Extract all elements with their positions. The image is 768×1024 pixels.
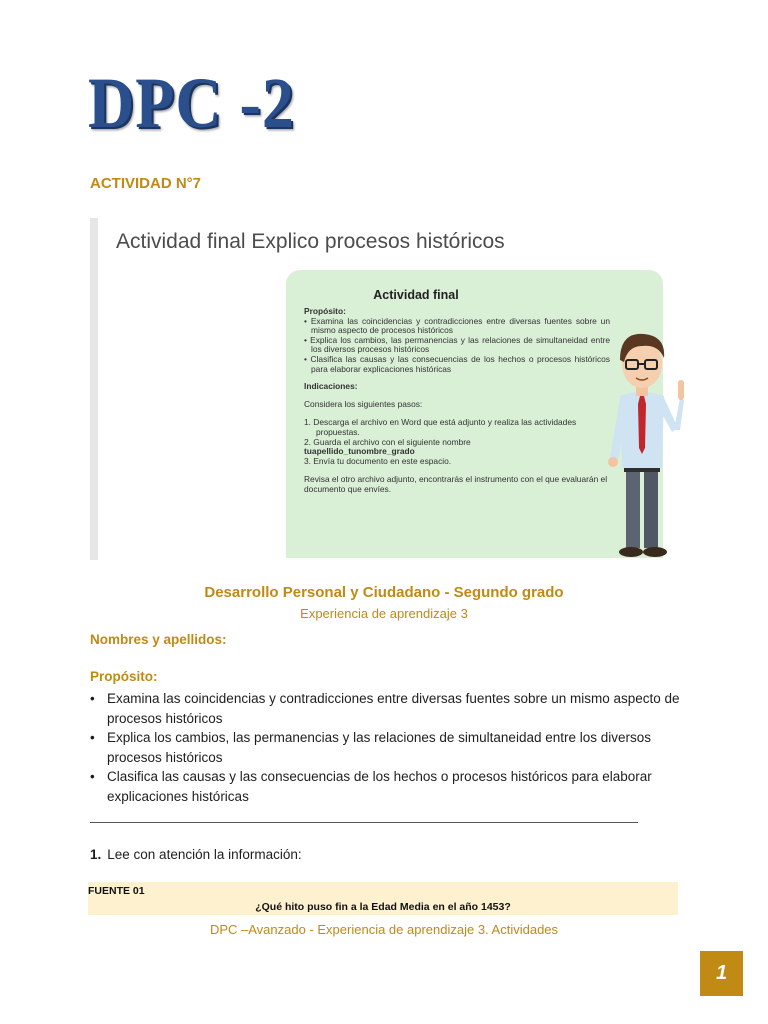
card-closing: Revisa el otro archivo adjunto, encontrarás el instrumento con el que evaluarán el documento que envíes. — [304, 474, 608, 494]
names-label: Nombres y apellidos: — [90, 632, 227, 647]
card-purpose-item: • Examina las coincidencias y contradicciones entre diversas fuentes sobre un mismo aspecto de procesos históricos — [304, 315, 610, 336]
list-item: • Examina las coincidencias y contradicciones entre diversas fuentes sobre un mismo aspecto de procesos históricos — [90, 689, 690, 728]
question-1 — [90, 847, 302, 862]
card-heading: Actividad final — [373, 288, 459, 302]
activity-banner — [90, 218, 686, 560]
card-purpose-item: • Clasifica las causas y las consecuencias de los hechos o procesos históricos para elaborar explicaciones históricas — [304, 353, 610, 374]
source-question: ¿Qué hito puso fin a la Edad Media en el año 1453? — [255, 901, 511, 913]
card-indications-intro: Considera los siguientes pasos: — [304, 398, 423, 409]
list-item: • Clasifica las causas y las consecuencias de los hechos o procesos históricos para elaborar explicaciones históricas — [90, 767, 690, 806]
card-file-name: tuapellido_tunombre_grado — [304, 446, 415, 457]
banner-title: Actividad final Explico procesos históricos — [116, 230, 505, 253]
card-body — [304, 307, 610, 495]
card-step: 3. Envía tu documento en este espacio. — [304, 455, 452, 466]
teacher-illustration — [598, 318, 688, 563]
course-subtitle: Experiencia de aprendizaje 3 — [300, 606, 468, 621]
card-step: 2. Guarda el archivo con el siguiente nombre — [304, 436, 471, 447]
card-purpose-label: Propósito: — [304, 306, 346, 316]
list-item: • Explica los cambios, las permanencias y las relaciones de simultaneidad entre los diversos procesos históricos — [90, 728, 690, 767]
source-label: FUENTE 01 — [88, 885, 145, 897]
purpose-label: Propósito: — [90, 669, 158, 684]
page-number: 1 — [700, 951, 743, 996]
purpose-list — [90, 689, 690, 806]
question-text: Lee con atención la información: — [107, 847, 302, 862]
question-number: 1. — [90, 847, 102, 862]
card-indications-label: Indicaciones: — [304, 381, 358, 392]
source-box — [88, 882, 678, 915]
page-footer: DPC –Avanzado - Experiencia de aprendizaje 3. Actividades — [209, 922, 559, 937]
document-title: DPC -2 — [88, 63, 295, 143]
card-step: 1. Descarga el archivo en Word que está adjunto y realiza las actividades propuestas. — [304, 417, 577, 437]
activity-number: ACTIVIDAD N°7 — [90, 175, 202, 192]
course-title: Desarrollo Personal y Ciudadano - Segundo grado — [204, 584, 564, 601]
separator-line — [90, 822, 638, 823]
card-purpose-item: • Explica los cambios, las permanencias y las relaciones de simultaneidad entre los diversos procesos históricos — [304, 334, 610, 355]
